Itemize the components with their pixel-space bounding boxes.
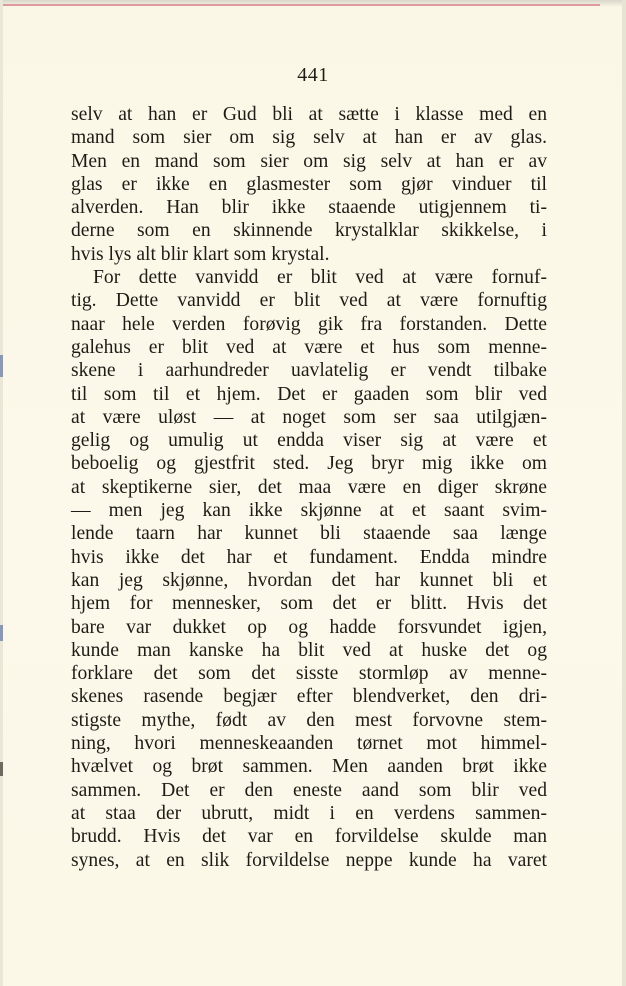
text-line: sammen. Det er den eneste aand som blir ved <box>71 779 547 801</box>
text-line: — men jeg kan ikke skjønne at et saant svim- <box>71 500 547 522</box>
text-line: For dette vanvidd er blit ved at være fornuf- <box>93 267 547 289</box>
text-line: at være uløst — at noget som ser saa utilgjæn- <box>71 406 547 428</box>
text-line: brudd. Hvis det var en forvildelse skulde man <box>71 826 547 848</box>
text-line: Men en mand som sier om sig selv at han er av <box>71 150 547 172</box>
binding-mark <box>0 355 3 377</box>
text-line: naar hele verden forøvig gik fra forstanden. Dette <box>71 313 547 335</box>
text-line: ning, hvori menneskeaanden tørnet mot himmel- <box>71 733 547 755</box>
page-right-edge <box>622 0 626 986</box>
page-top-rule <box>0 4 600 6</box>
text-line: alverden. Han blir ikke staaende utigjennem ti- <box>71 197 547 219</box>
text-line: at staa der ubrutt, midt i en verdens sammen- <box>71 802 547 824</box>
text-line: hvis ikke det har et fundament. Endda mindre <box>71 546 547 568</box>
text-line: hvælvet og brøt sammen. Men aanden brøt ikke <box>71 756 547 778</box>
text-line: galehus er blit ved at være et hus som menne- <box>71 336 547 358</box>
page-number: 441 <box>297 64 329 86</box>
text-line: glas er ikke en glasmester som gjør vinduer til <box>71 173 547 195</box>
text-line: derne som en skinnende krystalklar skikkelse, i <box>71 220 547 242</box>
text-line: selv at han er Gud bli at sætte i klasse med en <box>71 104 547 125</box>
text-line: bare var dukket op og hadde forsvundet igjen, <box>71 616 547 638</box>
binding-mark <box>0 762 3 776</box>
page-left-edge <box>0 0 3 986</box>
text-line: kan jeg skjønne, hvordan det har kunnet bli et <box>71 569 547 591</box>
text-line: beboelig og gjestfrit sted. Jeg bryr mig ikke om <box>71 453 547 475</box>
text-line: skene i aarhundreder uavlatelig er vendt tilbake <box>71 360 547 382</box>
text-line: til som til et hjem. Det er gaaden som blir ved <box>71 383 547 405</box>
text-line: hvis lys alt blir klart som krystal. <box>71 243 330 265</box>
text-line: forklare det som det sisste stormløp av menne- <box>71 663 547 685</box>
text-line: hjem for mennesker, som det er blitt. Hvis det <box>71 593 547 615</box>
text-line: stigste mythe, født av den mest forvovne stem- <box>71 709 547 731</box>
text-line: lende taarn har kunnet bli staaende saa længe <box>71 523 547 545</box>
text-line: synes, at en slik forvildelse neppe kunde ha varet <box>71 849 547 871</box>
text-line: gelig og umulig ut endda viser sig at være et <box>71 430 547 452</box>
text-line: skenes rasende begjær efter blendverket, den dri- <box>71 686 547 708</box>
text-line: at skeptikerne sier, det maa være en diger skrøne <box>71 476 547 498</box>
binding-mark <box>0 625 3 641</box>
text-line: kunde man kanske ha blit ved at huske det og <box>71 639 547 661</box>
text-line: mand som sier om sig selv at han er av glas. <box>71 127 547 149</box>
text-line: tig. Dette vanvidd er blit ved at være fornuftig <box>71 290 547 312</box>
body-text <box>71 103 547 872</box>
